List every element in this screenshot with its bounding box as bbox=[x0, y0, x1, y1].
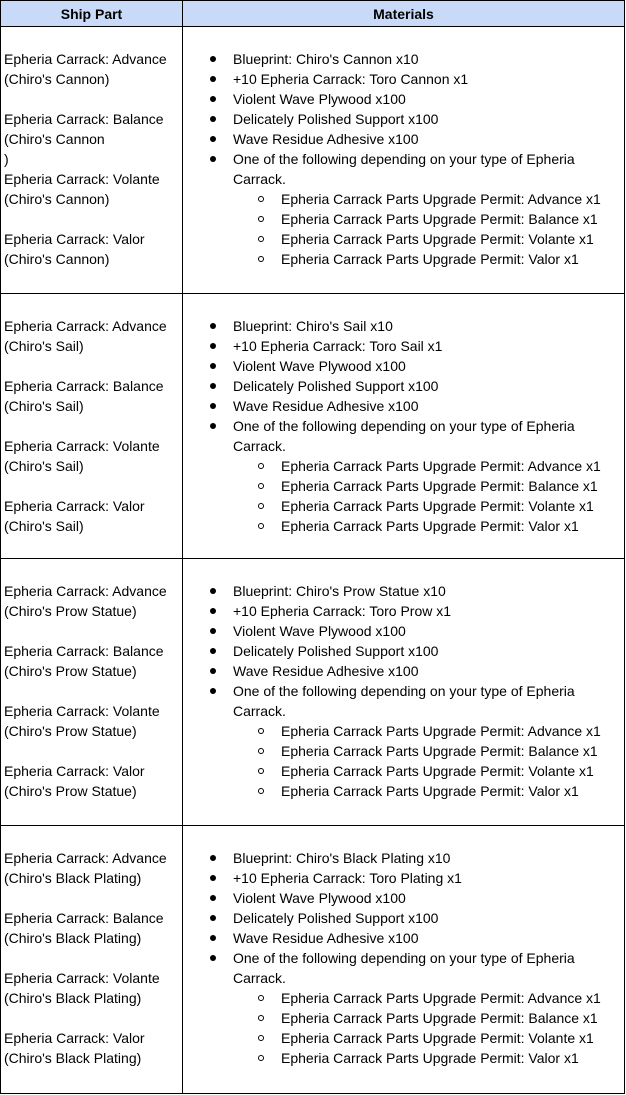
hollow-bullet-icon bbox=[258, 728, 264, 734]
material-choice-text: One of the following depending on your type of Epheria bbox=[233, 418, 575, 434]
ship-part-text: (Chiro's Prow Statue) bbox=[4, 663, 137, 679]
hollow-bullet-icon bbox=[258, 483, 264, 489]
materials-cell bbox=[183, 559, 625, 826]
ship-part-text: (Chiro's Sail) bbox=[4, 398, 84, 414]
ship-part-text: (Chiro's Cannon) bbox=[4, 71, 110, 87]
table-row bbox=[0, 559, 626, 826]
material-item: Blueprint: Chiro's Cannon x10 bbox=[233, 51, 419, 67]
hollow-bullet-icon bbox=[258, 196, 264, 202]
ship-part-text: (Chiro's Black Plating) bbox=[4, 870, 142, 886]
material-choice-text: One of the following depending on your type of Epheria bbox=[233, 950, 575, 966]
material-item: Delicately Polished Support x100 bbox=[233, 910, 439, 926]
material-item: Delicately Polished Support x100 bbox=[233, 378, 439, 394]
material-choice-text: Carrack. bbox=[233, 703, 286, 719]
material-item: Delicately Polished Support x100 bbox=[233, 643, 439, 659]
permit-item: Epheria Carrack Parts Upgrade Permit: Volante x1 bbox=[281, 231, 594, 247]
ship-part-text: (Chiro's Black Plating) bbox=[4, 990, 142, 1006]
ship-part-text: Epheria Carrack: Advance bbox=[4, 583, 167, 599]
ship-part-text: (Chiro's Cannon) bbox=[4, 191, 110, 207]
permit-item: Epheria Carrack Parts Upgrade Permit: Balance x1 bbox=[281, 1010, 598, 1026]
material-item: Violent Wave Plywood x100 bbox=[233, 91, 406, 107]
permit-item: Epheria Carrack Parts Upgrade Permit: Advance x1 bbox=[281, 191, 601, 207]
column-header-materials: Materials bbox=[183, 0, 625, 27]
table-row bbox=[0, 294, 626, 559]
bullet-icon bbox=[210, 688, 216, 694]
material-item: Delicately Polished Support x100 bbox=[233, 111, 439, 127]
hollow-bullet-icon bbox=[258, 216, 264, 222]
bullet-icon bbox=[210, 935, 216, 941]
ship-part-text: Epheria Carrack: Valor bbox=[4, 1030, 145, 1046]
ship-part-text: (Chiro's Black Plating) bbox=[4, 930, 142, 946]
permit-item: Epheria Carrack Parts Upgrade Permit: Balance x1 bbox=[281, 743, 598, 759]
bullet-icon bbox=[210, 383, 216, 389]
bullet-icon bbox=[210, 915, 216, 921]
hollow-bullet-icon bbox=[258, 523, 264, 529]
ship-part-text: Epheria Carrack: Balance bbox=[4, 643, 164, 659]
permit-item: Epheria Carrack Parts Upgrade Permit: Volante x1 bbox=[281, 498, 594, 514]
ship-part-text: Epheria Carrack: Valor bbox=[4, 763, 145, 779]
ship-part-text: Epheria Carrack: Volante bbox=[4, 438, 160, 454]
permit-item: Epheria Carrack Parts Upgrade Permit: Valor x1 bbox=[281, 1050, 579, 1066]
material-choice-text: Carrack. bbox=[233, 171, 286, 187]
bullet-icon bbox=[210, 56, 216, 62]
ship-part-text: Epheria Carrack: Valor bbox=[4, 498, 145, 514]
ship-part-text: (Chiro's Prow Statue) bbox=[4, 603, 137, 619]
material-choice-text: One of the following depending on your type of Epheria bbox=[233, 151, 575, 167]
material-item: Wave Residue Adhesive x100 bbox=[233, 398, 419, 414]
material-item: Blueprint: Chiro's Sail x10 bbox=[233, 318, 393, 334]
permit-item: Epheria Carrack Parts Upgrade Permit: Volante x1 bbox=[281, 1030, 594, 1046]
ship-part-text: Epheria Carrack: Balance bbox=[4, 378, 164, 394]
material-item: Blueprint: Chiro's Prow Statue x10 bbox=[233, 583, 446, 599]
ship-part-cell bbox=[0, 27, 183, 294]
material-item: Blueprint: Chiro's Black Plating x10 bbox=[233, 850, 451, 866]
ship-part-text: (Chiro's Prow Statue) bbox=[4, 783, 137, 799]
ship-part-text: (Chiro's Cannon bbox=[4, 131, 105, 147]
bullet-icon bbox=[210, 875, 216, 881]
table-row bbox=[0, 27, 626, 294]
hollow-bullet-icon bbox=[258, 503, 264, 509]
materials-cell bbox=[183, 826, 625, 1094]
bullet-icon bbox=[210, 628, 216, 634]
material-item: +10 Epheria Carrack: Toro Cannon x1 bbox=[233, 71, 469, 87]
bullet-icon bbox=[210, 76, 216, 82]
bullet-icon bbox=[210, 363, 216, 369]
permit-item: Epheria Carrack Parts Upgrade Permit: Volante x1 bbox=[281, 763, 594, 779]
bullet-icon bbox=[210, 323, 216, 329]
ship-part-text: Epheria Carrack: Volante bbox=[4, 171, 160, 187]
table-row bbox=[0, 826, 626, 1094]
bullet-icon bbox=[210, 955, 216, 961]
hollow-bullet-icon bbox=[258, 1035, 264, 1041]
hollow-bullet-icon bbox=[258, 1015, 264, 1021]
bullet-icon bbox=[210, 855, 216, 861]
hollow-bullet-icon bbox=[258, 788, 264, 794]
bullet-icon bbox=[210, 423, 216, 429]
bullet-icon bbox=[210, 668, 216, 674]
ship-part-text: (Chiro's Black Plating) bbox=[4, 1050, 142, 1066]
material-choice-text: One of the following depending on your type of Epheria bbox=[233, 683, 575, 699]
material-item: Wave Residue Adhesive x100 bbox=[233, 930, 419, 946]
permit-item: Epheria Carrack Parts Upgrade Permit: Advance x1 bbox=[281, 990, 601, 1006]
hollow-bullet-icon bbox=[258, 995, 264, 1001]
ship-part-text: Epheria Carrack: Valor bbox=[4, 231, 145, 247]
material-item: +10 Epheria Carrack: Toro Sail x1 bbox=[233, 338, 443, 354]
ship-part-text: (Chiro's Sail) bbox=[4, 518, 84, 534]
permit-item: Epheria Carrack Parts Upgrade Permit: Valor x1 bbox=[281, 783, 579, 799]
ship-part-text: (Chiro's Prow Statue) bbox=[4, 723, 137, 739]
material-item: +10 Epheria Carrack: Toro Prow x1 bbox=[233, 603, 452, 619]
materials-cell bbox=[183, 27, 625, 294]
bullet-icon bbox=[210, 96, 216, 102]
permit-item: Epheria Carrack Parts Upgrade Permit: Valor x1 bbox=[281, 518, 579, 534]
bullet-icon bbox=[210, 116, 216, 122]
hollow-bullet-icon bbox=[258, 236, 264, 242]
ship-part-text: (Chiro's Cannon) bbox=[4, 251, 110, 267]
material-item: Violent Wave Plywood x100 bbox=[233, 623, 406, 639]
hollow-bullet-icon bbox=[258, 463, 264, 469]
bullet-icon bbox=[210, 136, 216, 142]
bullet-icon bbox=[210, 343, 216, 349]
permit-item: Epheria Carrack Parts Upgrade Permit: Balance x1 bbox=[281, 211, 598, 227]
bullet-icon bbox=[210, 403, 216, 409]
ship-part-text: Epheria Carrack: Advance bbox=[4, 318, 167, 334]
bullet-icon bbox=[210, 648, 216, 654]
column-header-ship-part: Ship Part bbox=[0, 0, 183, 27]
hollow-bullet-icon bbox=[258, 1055, 264, 1061]
ship-part-text: (Chiro's Sail) bbox=[4, 338, 84, 354]
hollow-bullet-icon bbox=[258, 768, 264, 774]
ship-part-text: Epheria Carrack: Volante bbox=[4, 703, 160, 719]
ship-part-text: Epheria Carrack: Advance bbox=[4, 51, 167, 67]
material-choice-text: Carrack. bbox=[233, 970, 286, 986]
materials-cell bbox=[183, 294, 625, 559]
permit-item: Epheria Carrack Parts Upgrade Permit: Valor x1 bbox=[281, 251, 579, 267]
ship-part-cell bbox=[0, 826, 183, 1094]
permit-item: Epheria Carrack Parts Upgrade Permit: Balance x1 bbox=[281, 478, 598, 494]
bullet-icon bbox=[210, 588, 216, 594]
ship-part-text: Epheria Carrack: Volante bbox=[4, 970, 160, 986]
ship-part-cell bbox=[0, 294, 183, 559]
material-choice-text: Carrack. bbox=[233, 438, 286, 454]
material-item: Violent Wave Plywood x100 bbox=[233, 890, 406, 906]
ship-part-text: Epheria Carrack: Advance bbox=[4, 850, 167, 866]
hollow-bullet-icon bbox=[258, 748, 264, 754]
hollow-bullet-icon bbox=[258, 256, 264, 262]
material-item: Wave Residue Adhesive x100 bbox=[233, 663, 419, 679]
ship-part-text: ) bbox=[4, 151, 9, 167]
material-item: Wave Residue Adhesive x100 bbox=[233, 131, 419, 147]
bullet-icon bbox=[210, 608, 216, 614]
bullet-icon bbox=[210, 895, 216, 901]
permit-item: Epheria Carrack Parts Upgrade Permit: Advance x1 bbox=[281, 458, 601, 474]
permit-item: Epheria Carrack Parts Upgrade Permit: Advance x1 bbox=[281, 723, 601, 739]
ship-part-text: Epheria Carrack: Balance bbox=[4, 111, 164, 127]
ship-part-cell bbox=[0, 559, 183, 826]
bullet-icon bbox=[210, 156, 216, 162]
material-item: Violent Wave Plywood x100 bbox=[233, 358, 406, 374]
ship-part-text: Epheria Carrack: Balance bbox=[4, 910, 164, 926]
material-item: +10 Epheria Carrack: Toro Plating x1 bbox=[233, 870, 462, 886]
ship-part-text: (Chiro's Sail) bbox=[4, 458, 84, 474]
